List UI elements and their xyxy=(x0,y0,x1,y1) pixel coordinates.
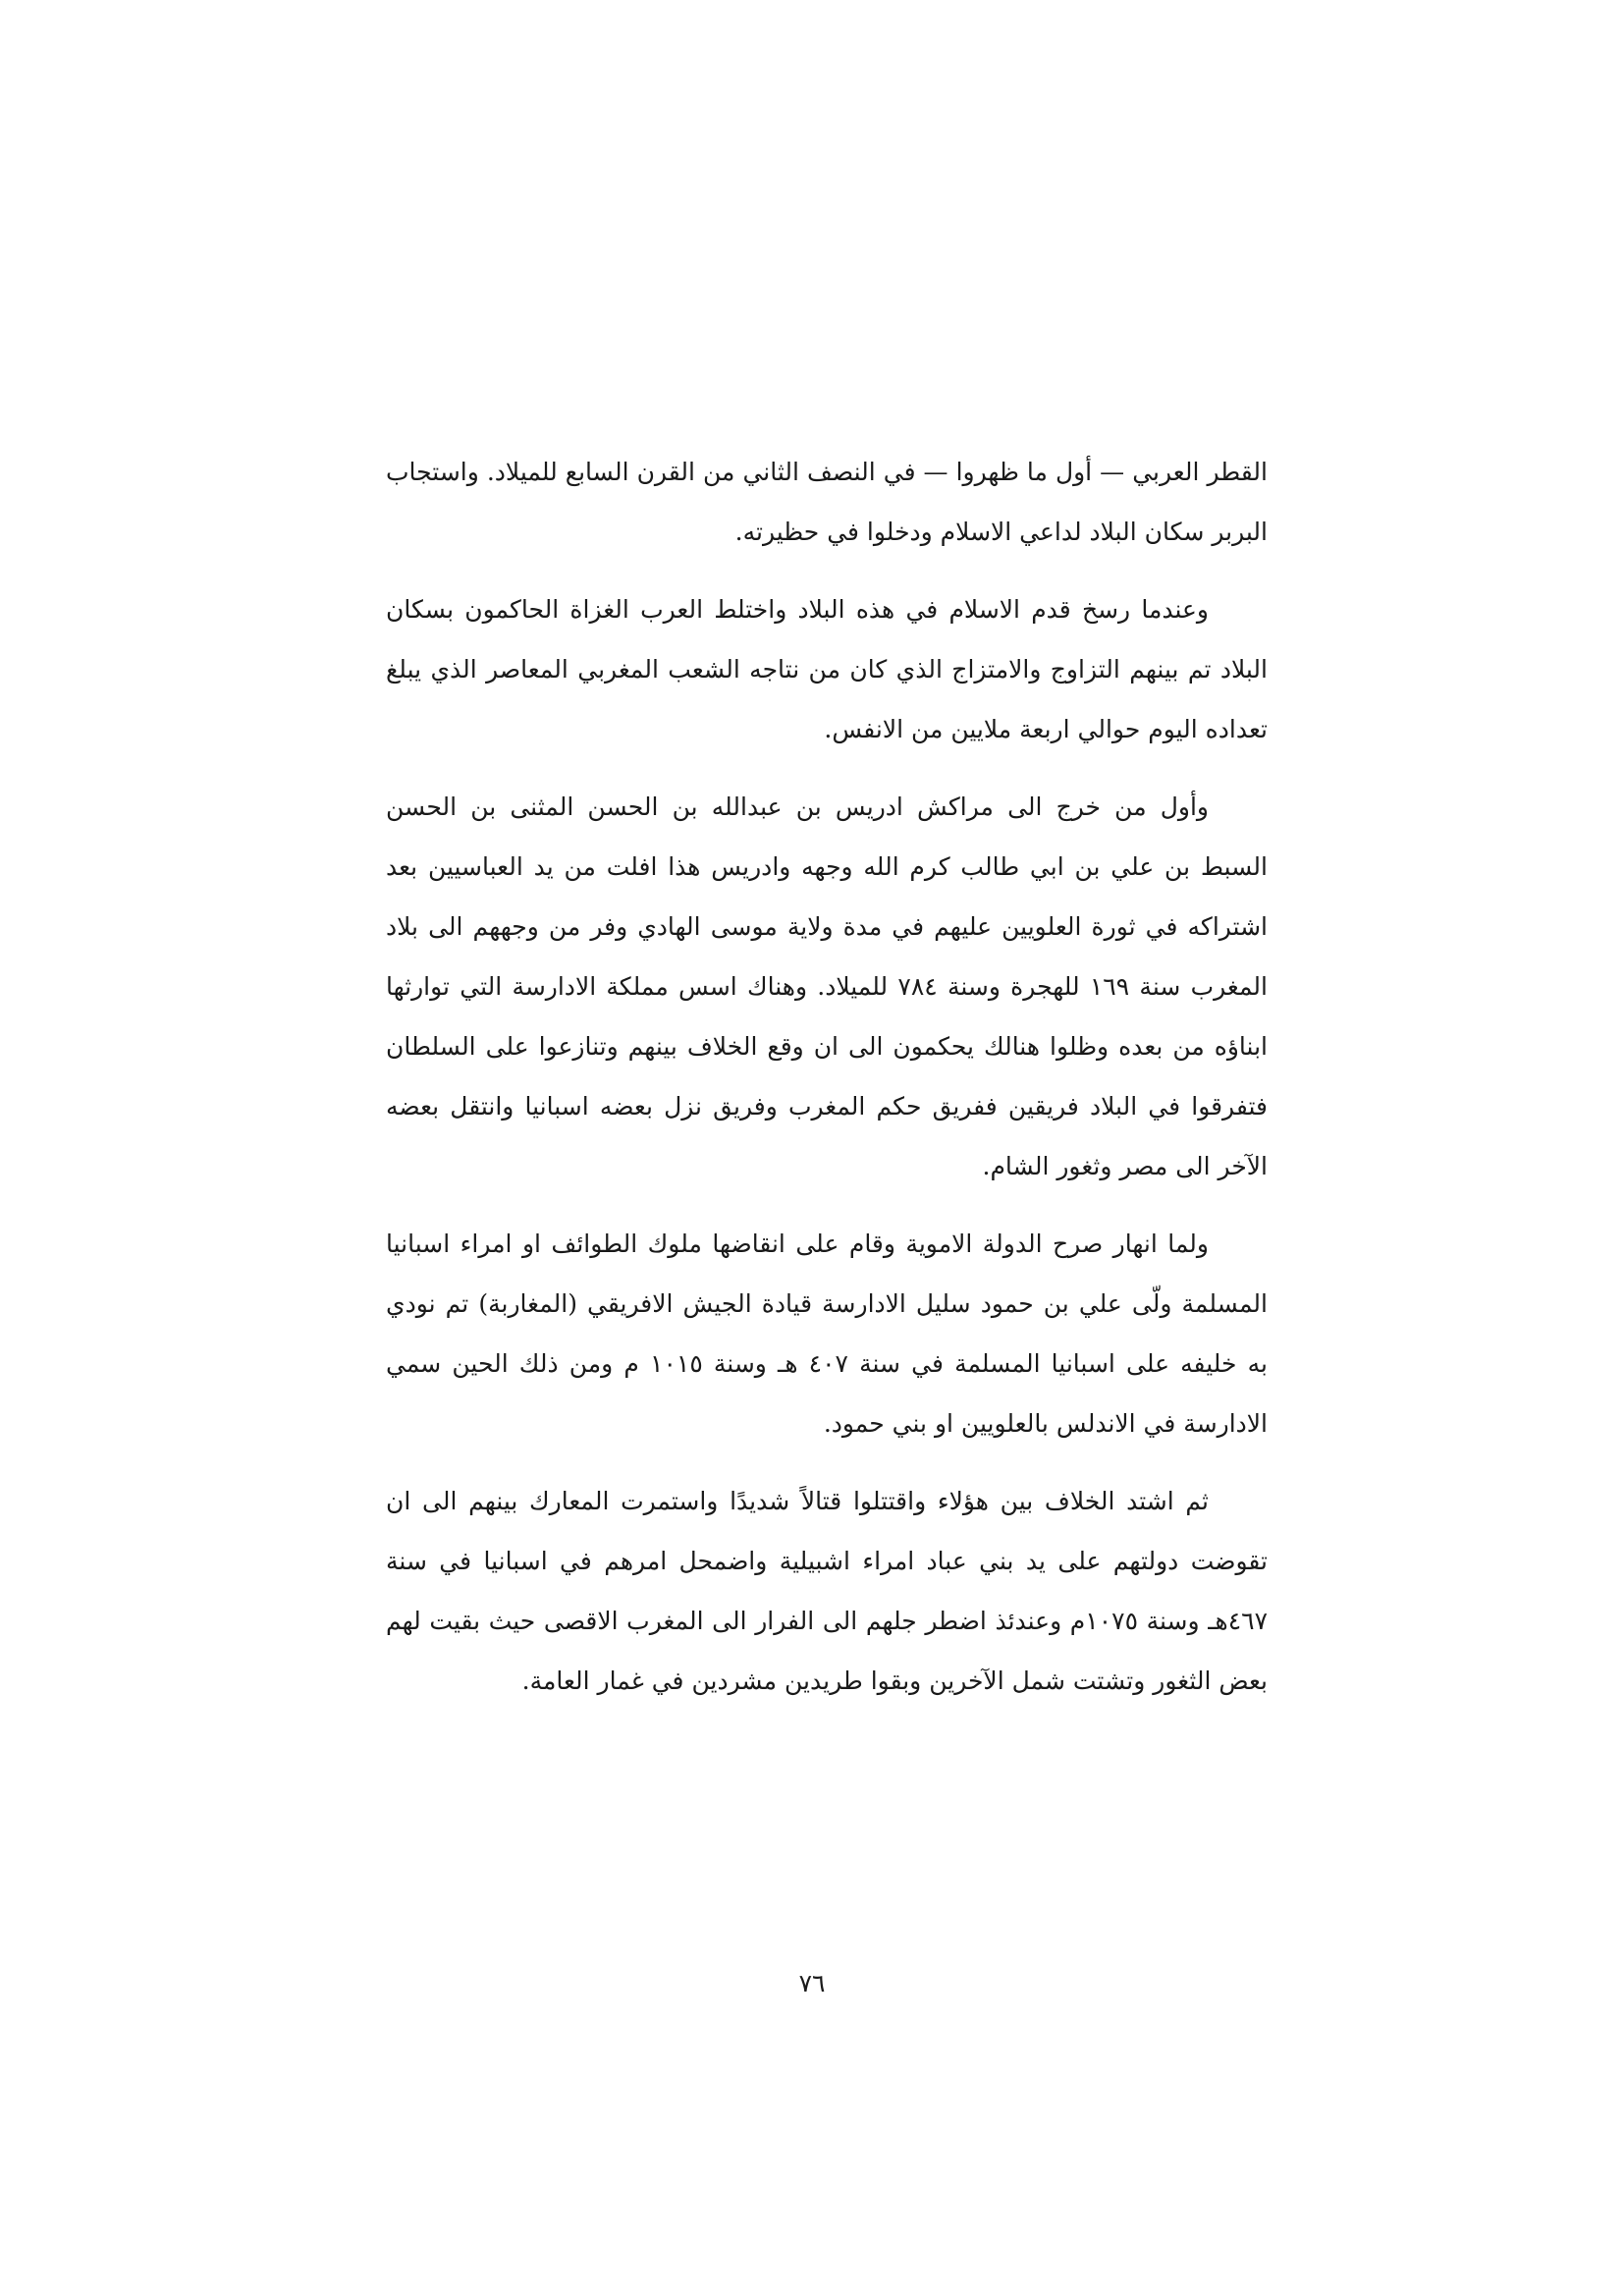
paragraph-decline: ثم اشتد الخلاف بين هؤلاء واقتتلوا قتالاً شديدًا واستمرت المعارك بينهم الى ان تقوضت دولتهم على يد بني عباد امراء اشبيلية واضمحل امرهم في اسبانيا في سنة ٤٦٧هـ وسنة ١٠٧٥م وعندئذ اضطر جلهم الى الفرار الى المغرب الاقصى حيث بقيت لهم بعض الثغور وتشتت شمل الآخرين وبقوا طريدين مشردين في غمار العامة. xyxy=(386,1487,1269,1695)
paragraph-islam-roots: وعندما رسخ قدم الاسلام في هذه البلاد واختلط العرب الغزاة الحاكمون بسكان البلاد تم بينهم التزاوج والامتزاج الذي كان من نتاجه الشعب المغربي المعاصر الذي يبلغ تعداده اليوم حوالي اربعة ملايين من الانفس. xyxy=(386,595,1268,743)
paragraph-idris: وأول من خرج الى مراكش ادريس بن عبدالله بن الحسن المثنى بن الحسن السبط بن علي بن ابي طالب كرم الله وجهه وادريس هذا افلت من يد العباسيين بعد اشتراكه في ثورة العلويين عليهم في مدة ولاية موسى الهادي وفر من وجههم الى بلاد المغرب سنة ١٦٩ للهجرة وسنة ٧٨٤ للميلاد. وهناك اسس مملكة الادارسة التي توارثها ابناؤه من بعده وظلوا هنالك يحكمون الى ان وقع الخلاف بينهم وتنازعوا على السلطان فتفرقوا في البلاد فريقين ففريق حكم المغرب وفريق نزل بعضه اسبانيا وانتقل بعضه الآخر الى مصر وثغور الشام. xyxy=(386,793,1268,1180)
page-body xyxy=(386,442,1268,1711)
page-number: ٧٦ xyxy=(798,1969,826,1997)
paragraph-umayyad-fall: ولما انهار صرح الدولة الاموية وقام على انقاضها ملوك الطوائف او امراء اسبانيا المسلمة ولّى علي بن حمود سليل الادارسة قيادة الجيش الافريقي (المغاربة) تم نودي به خليفه على اسبانيا المسلمة في سنة ٤٠٧ هـ وسنة ١٠١٥ م ومن ذلك الحين سمي الادارسة في الاندلس بالعلويين او بني حمود. xyxy=(386,1230,1268,1438)
paragraph-continuation: القطر العربي — أول ما ظهروا — في النصف الثاني من القرن السابع للميلاد. واستجاب البربر سكان البلاد لداعي الاسلام ودخلوا في حظيرته. xyxy=(386,458,1268,546)
